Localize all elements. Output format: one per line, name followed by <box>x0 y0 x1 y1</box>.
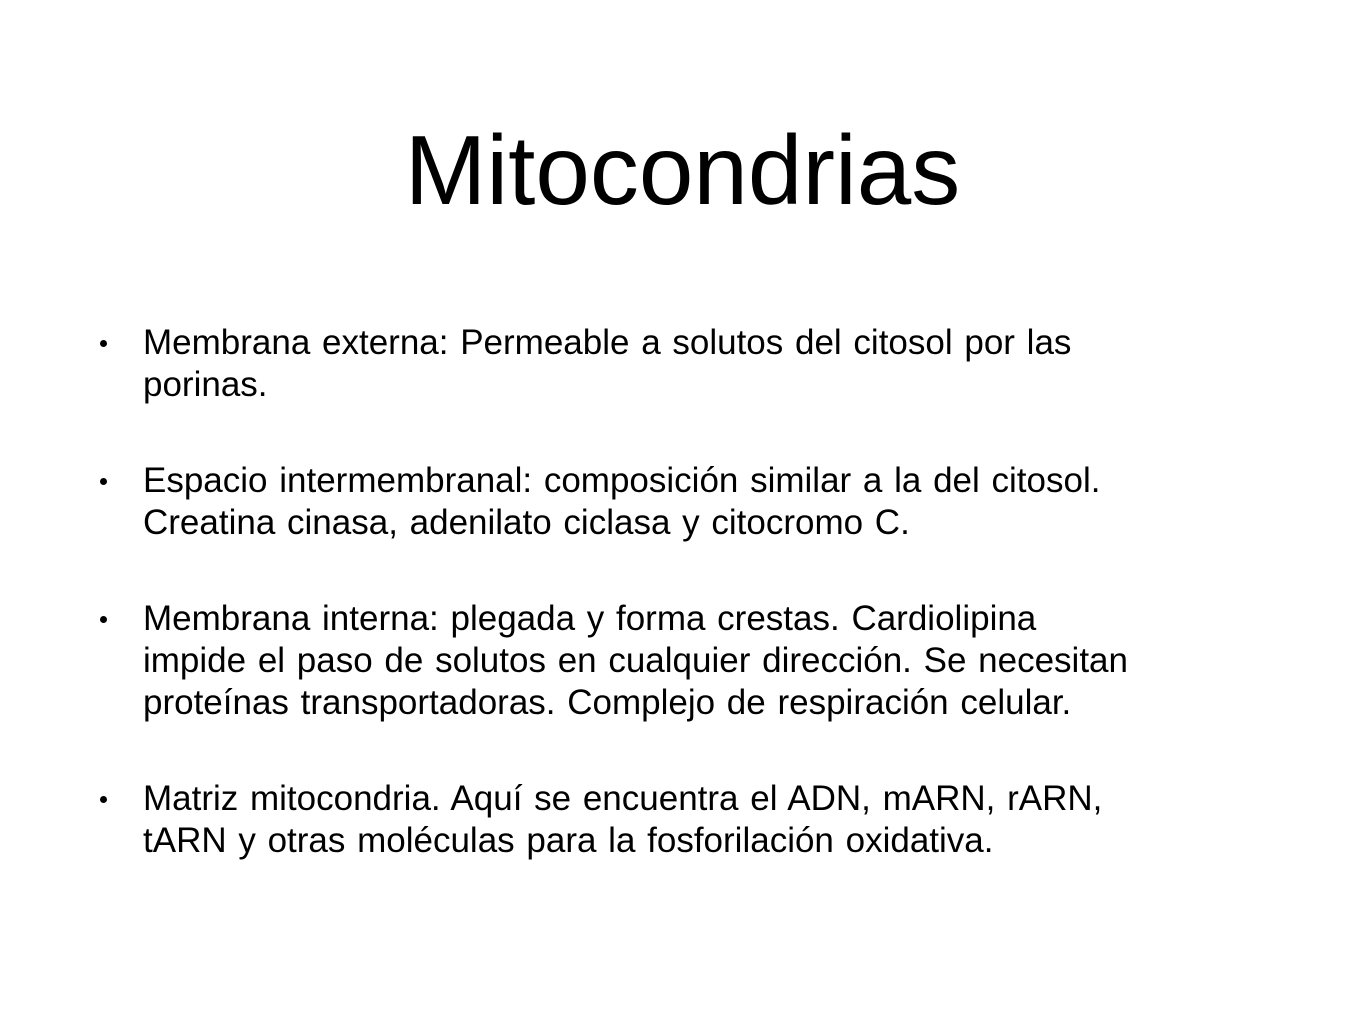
bullet-item-matriz-mitocondria <box>100 778 1280 862</box>
bullet-item-membrana-externa <box>100 322 1280 406</box>
bullet-list <box>100 322 1280 862</box>
bullet-line: Espacio intermembranal: composición similar a la del citosol. <box>143 461 1101 500</box>
bullet-icon <box>100 616 107 623</box>
bullet-line: porinas. <box>143 365 268 404</box>
bullet-line: proteínas transportadoras. Complejo de respiración celular. <box>143 683 1072 722</box>
bullet-icon <box>100 796 107 803</box>
bullet-line: impide el paso de solutos en cualquier dirección. Se necesitan <box>143 641 1128 680</box>
bullet-line: Membrana externa: Permeable a solutos del citosol por las <box>143 323 1072 362</box>
bullet-item-membrana-interna <box>100 598 1280 724</box>
bullet-item-espacio-intermembranal <box>100 460 1280 544</box>
bullet-icon <box>100 478 107 485</box>
bullet-line: Creatina cinasa, adenilato ciclasa y citocromo C. <box>143 503 910 542</box>
bullet-line: Membrana interna: plegada y forma crestas. Cardiolipina <box>143 599 1037 638</box>
bullet-line: tARN y otras moléculas para la fosforilación oxidativa. <box>143 821 994 860</box>
slide-title: Mitocondrias <box>404 115 961 225</box>
bullet-icon <box>100 340 107 347</box>
bullet-line: Matriz mitocondria. Aquí se encuentra el ADN, mARN, rARN, <box>143 779 1103 818</box>
